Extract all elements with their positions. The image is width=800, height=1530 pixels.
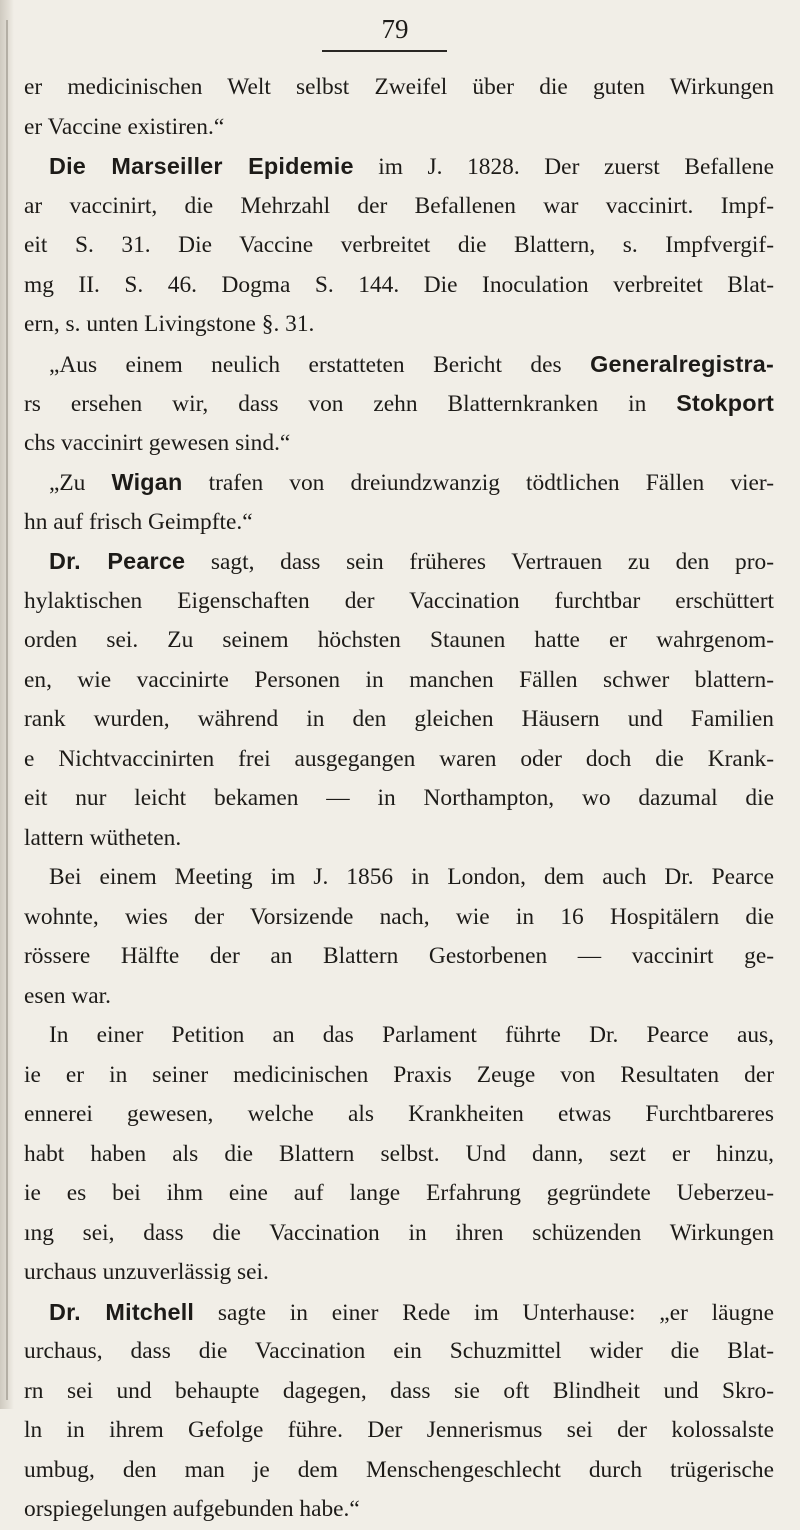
page-binding-edge — [6, 20, 8, 1400]
emphasis-generalregistrar: Generalregistra- — [590, 350, 774, 377]
text-line: orden sei. Zu seinem höchsten Staunen hatte er wahrgenom- — [24, 627, 774, 653]
text-line: Bei einem Meeting im J. 1856 in London, dem auch Dr. Pearce — [49, 864, 774, 890]
text-line: rank wurden, während in den gleichen Häusern und Familien — [24, 706, 774, 732]
text-line: urchaus unzuverlässig sei. — [24, 1259, 269, 1285]
emphasis-wigan: Wigan — [111, 469, 183, 495]
text-line: eit nur leicht bekamen — in Northampton, wo dazumal die — [24, 785, 774, 811]
text-line: er Vaccine existiren.“ — [24, 113, 225, 140]
body-text — [24, 68, 774, 1530]
text-line: orspiegelungen aufgebunden habe.“ — [24, 1496, 360, 1522]
text-line: ln in ihrem Gefolge führe. Der Jennerismus sei der kolossalste — [24, 1417, 774, 1443]
text-line: ie es bei ihm eine auf lange Erfahrung gegründete Ueberzeu- — [24, 1180, 774, 1206]
heading-dr-pearce: Dr. Pearce — [49, 548, 186, 574]
text-line: lattern wütheten. — [24, 824, 182, 851]
text-line: rössere Hälfte der an Blattern Gestorbenen — vaccinirt ge- — [24, 943, 774, 969]
text-line: habt haben als die Blattern selbst. Und dann, sezt er hinzu, — [24, 1140, 774, 1167]
page-number: 79 — [381, 14, 409, 44]
text-line: mg II. S. 46. Dogma S. 144. Die Inoculation verbreitet Blat- — [24, 271, 774, 298]
text-line: hylaktischen Eigenschaften der Vaccination furchtbar erschüttert — [24, 587, 774, 614]
text-line: urchaus, dass die Vaccination ein Schuzmittel wider die Blat- — [24, 1338, 774, 1364]
text-line: hn auf frisch Geimpfte.“ — [24, 508, 253, 535]
heading-dr-mitchell: Dr. Mitchell — [49, 1298, 195, 1325]
page-number-rule — [322, 50, 447, 52]
text-line: Dr. Pearce sagt, dass sein früheres Vertrauen zu den pro- — [49, 548, 774, 575]
text-line: chs vaccinirt gewesen sind.“ — [24, 429, 291, 456]
text-line: ie er in seiner medicinischen Praxis Zeuge von Resultaten der — [24, 1061, 774, 1088]
text-line: Die Marseiller Epidemie im J. 1828. Der zuerst Befallene — [49, 153, 774, 180]
text-line: ennerei gewesen, welche als Krankheiten etwas Furchtbareres — [24, 1101, 774, 1127]
text-line: rn sei und behaupte dagegen, dass sie oft Blindheit und Skro- — [24, 1377, 774, 1404]
text-line: wohnte, wies der Vorsizende nach, wie in 16 Hospitälern die — [24, 903, 774, 930]
text-line: „Aus einem neulich erstatteten Bericht des Generalregistra- — [49, 350, 774, 378]
text-line: In einer Petition an das Parlament führte Dr. Pearce aus, — [49, 1022, 774, 1048]
text-line: ern, s. unten Livingstone §. 31. — [24, 311, 315, 337]
text-line: Dr. Mitchell sagte in einer Rede im Unterhause: „er läugne — [49, 1298, 774, 1326]
heading-marseiller-epidemie: Die Marseiller Epidemie — [49, 153, 354, 179]
text-line: ar vaccinirt, die Mehrzahl der Befallenen war vaccinirt. Impf- — [24, 192, 774, 219]
text-line: en, wie vaccinirte Personen in manchen Fällen schwer blattern- — [24, 666, 774, 693]
text-line: eit S. 31. Die Vaccine verbreitet die Blattern, s. Impfvergif- — [24, 232, 774, 258]
text-line: esen war. — [24, 982, 112, 1009]
text-line: umbug, den man je dem Menschengeschlecht durch trügerische — [24, 1456, 774, 1483]
text-line: ıng sei, dass die Vaccination in ihren schüzenden Wirkungen — [24, 1219, 774, 1246]
text-line: „Zu Wigan trafen von dreiundzwanzig tödtlichen Fällen vier- — [49, 469, 774, 496]
text-line: er medicinischen Welt selbst Zweifel über die guten Wirkungen — [24, 74, 774, 100]
text-line: e Nichtvaccinirten frei ausgegangen waren oder doch die Krank- — [24, 745, 774, 772]
text-line: rs ersehen wir, dass von zehn Blatternkranken in Stokport — [24, 390, 774, 417]
emphasis-stokport: Stokport — [676, 390, 774, 416]
